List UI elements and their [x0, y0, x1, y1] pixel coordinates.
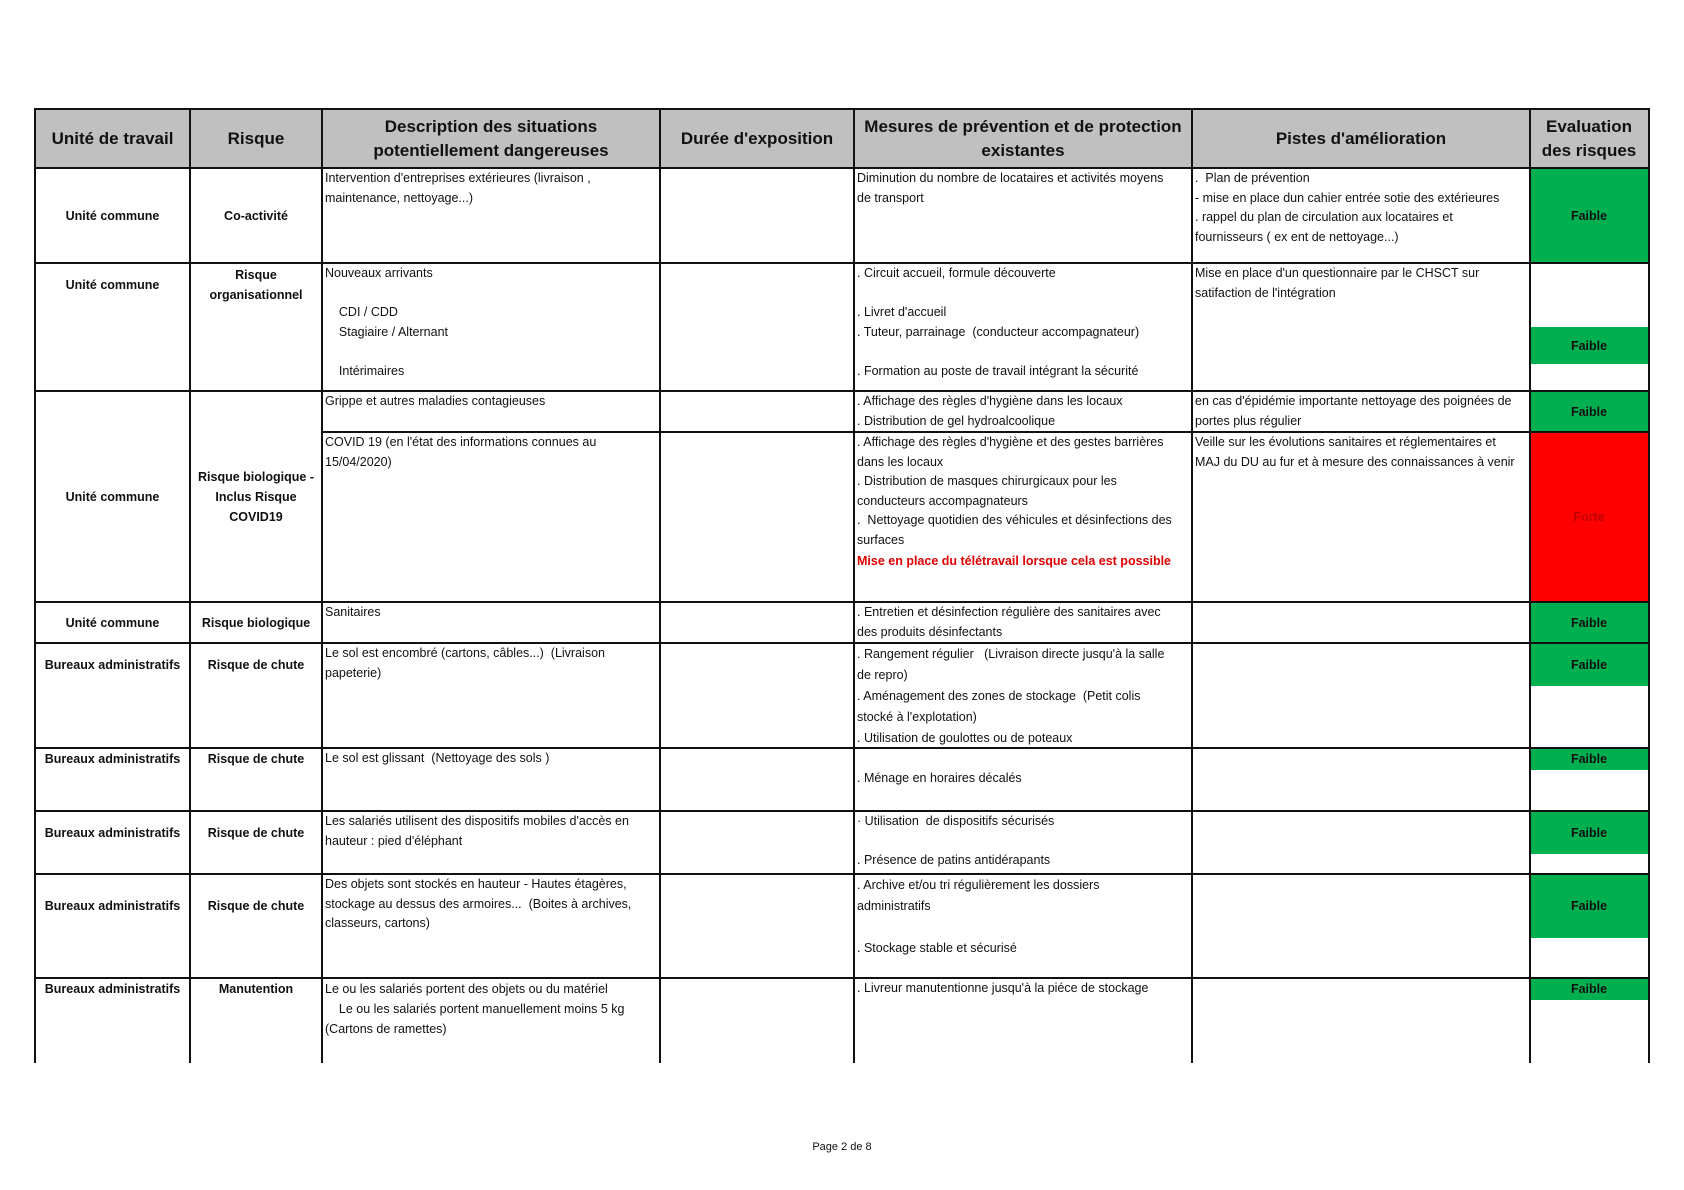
header-pistes: Pistes d'amélioration [1192, 109, 1530, 168]
cell-pistes: Mise en place d'un questionnaire par le CHSCT sur satifaction de l'intégration [1195, 266, 1480, 300]
cell-unite: Bureaux administratifs [44, 982, 181, 996]
column-divider [189, 108, 191, 1063]
cell-risque: Risque organisationnel [209, 268, 303, 302]
row-divider [35, 810, 1650, 812]
cell-mesures: . Affichage des règles d'hygiène dans les locaux . Distribution de gel hydroalcoolique [857, 394, 1123, 428]
cell-description: Intervention d'entreprises extérieures (livraison , maintenance, nettoyage...) [325, 171, 591, 205]
evaluation-badge-faible: Faible [1530, 643, 1648, 686]
cell-mesures-highlight: Mise en place du télétravail lorsque cela est possible [857, 554, 1172, 568]
header-risque: Risque [190, 109, 322, 168]
evaluation-badge-faible: Faible [1530, 748, 1648, 770]
row-divider [35, 262, 1650, 264]
row-divider [35, 390, 1650, 392]
cell-description: Les salariés utilisent des dispositifs mobiles d'accès en hauteur : pied d'éléphant [325, 814, 629, 848]
row-divider [35, 747, 1650, 749]
header-mesures: Mesures de prévention et de protection existantes [854, 109, 1192, 168]
table-border-top [35, 108, 1650, 110]
cell-description: Nouveaux arrivants CDI / CDD Stagiaire / Alternant Intérimaires [325, 266, 449, 378]
column-divider [1529, 108, 1531, 1063]
cell-unite: Bureaux administratifs [44, 825, 181, 840]
evaluation-badge-faible: Faible [1530, 811, 1648, 854]
header-duree: Durée d'exposition [660, 109, 854, 168]
cell-risque: Risque de chute [207, 825, 305, 840]
cell-description: COVID 19 (en l'état des informations connues au 15/04/2020) [325, 435, 597, 469]
row-divider [322, 431, 1650, 433]
page-number: Page 2 de 8 [812, 1141, 872, 1153]
cell-unite: Unité commune [65, 208, 160, 223]
cell-unite: Bureaux administratifs [44, 657, 181, 672]
cell-risque: Risque de chute [207, 657, 305, 672]
cell-unite: Bureaux administratifs [44, 899, 181, 913]
cell-description: Le sol est encombré (cartons, câbles...) (Livraison papeterie) [325, 646, 605, 680]
cell-unite: Unité commune [65, 278, 160, 292]
cell-mesures: . Entretien et désinfection régulière des sanitaires avec des produits désinfectants [857, 605, 1161, 639]
cell-mesures: . Rangement régulier (Livraison directe jusqu'à la salle de repro) . Aménagement des zones de stockage (Petit colis stocké à l'explotation) . Utilisation de goulottes ou de poteaux [857, 647, 1165, 745]
column-divider [659, 108, 661, 1063]
cell-description: Le ou les salariés portent des objets ou du matériel Le ou les salariés portent manuellement moins 5 kg (Cartons de ramettes) [325, 982, 625, 1036]
row-divider [35, 977, 1650, 979]
row-divider [35, 642, 1650, 644]
column-divider [853, 108, 855, 1063]
cell-description: Le sol est glissant (Nettoyage des sols ) [325, 751, 550, 765]
header-description: Description des situations potentiellement dangereuses [322, 109, 660, 168]
row-divider [35, 873, 1650, 875]
evaluation-badge-forte: Forte [1530, 432, 1648, 602]
cell-mesures: Diminution du nombre de locataires et activités moyens de transport [857, 171, 1164, 205]
cell-pistes: en cas d'épidémie importante nettoyage des poignées de portes plus régulier [1195, 394, 1512, 428]
column-divider [1191, 108, 1193, 1063]
cell-pistes: Veille sur les évolutions sanitaires et réglementaires et MAJ du DU au fur et à mesure des connaissances à venir [1195, 435, 1515, 469]
column-divider [321, 108, 323, 1063]
evaluation-badge-faible: Faible [1530, 327, 1648, 364]
evaluation-badge-faible: Faible [1530, 874, 1648, 938]
cell-risque: Co-activité [224, 208, 288, 223]
row-divider [35, 601, 1650, 603]
cell-mesures: . Livreur manutentionne jusqu'à la piéce de stockage [857, 981, 1149, 995]
evaluation-badge-faible: Faible [1530, 602, 1648, 643]
column-divider [1648, 108, 1650, 1063]
row-divider [35, 167, 1650, 169]
cell-unite: Bureaux administratifs [44, 752, 181, 766]
cell-risque: Risque de chute [207, 899, 305, 913]
evaluation-badge-faible: Faible [1530, 391, 1648, 432]
cell-risque: Manutention [218, 982, 294, 996]
cell-mesures: . Archive et/ou tri régulièrement les dossiers administratifs . Stockage stable et sécurisé [857, 878, 1100, 955]
cell-mesures: . Affichage des règles d'hygiène et des gestes barrières dans les locaux . Distribution de masques chirurgicaux pour les conducteurs accompagnateurs . Nettoyage quotidien des véhicules et désinfections des surfaces [857, 435, 1172, 547]
cell-mesures: . Ménage en horaires décalés [857, 770, 1022, 785]
cell-risque: Risque biologique - Inclus Risque COVID19 [198, 469, 314, 524]
evaluation-badge-faible: Faible [1530, 168, 1648, 263]
column-divider [34, 108, 36, 1063]
cell-mesures: · Utilisation de dispositifs sécurisés . Présence de patins antidérapants [857, 814, 1055, 867]
evaluation-badge-faible: Faible [1530, 978, 1648, 1000]
cell-risque: Risque de chute [207, 752, 305, 766]
cell-pistes: . Plan de prévention - mise en place dun cahier entrée sotie des extérieures . rappel du plan de circulation aux locataires et fournisseurs ( ex ent de nettoyage...) [1195, 171, 1500, 244]
cell-unite: Unité commune [65, 489, 160, 504]
cell-description: Grippe et autres maladies contagieuses [325, 394, 546, 408]
cell-unite: Unité commune [65, 615, 160, 630]
header-evaluation: Evaluation des risques [1530, 109, 1648, 168]
cell-description: Des objets sont stockés en hauteur - Hautes étagères, stockage au dessus des armoires... (Boites à archives, classeurs, cartons) [325, 877, 632, 930]
cell-risque: Risque biologique [201, 615, 311, 630]
header-unite: Unité de travail [35, 109, 190, 168]
cell-description: Sanitaires [325, 605, 381, 619]
cell-mesures: . Circuit accueil, formule découverte . Livret d'accueil . Tuteur, parrainage (conducteur accompagnateur) . Formation au poste de travail intégrant la sécurité [857, 266, 1140, 378]
